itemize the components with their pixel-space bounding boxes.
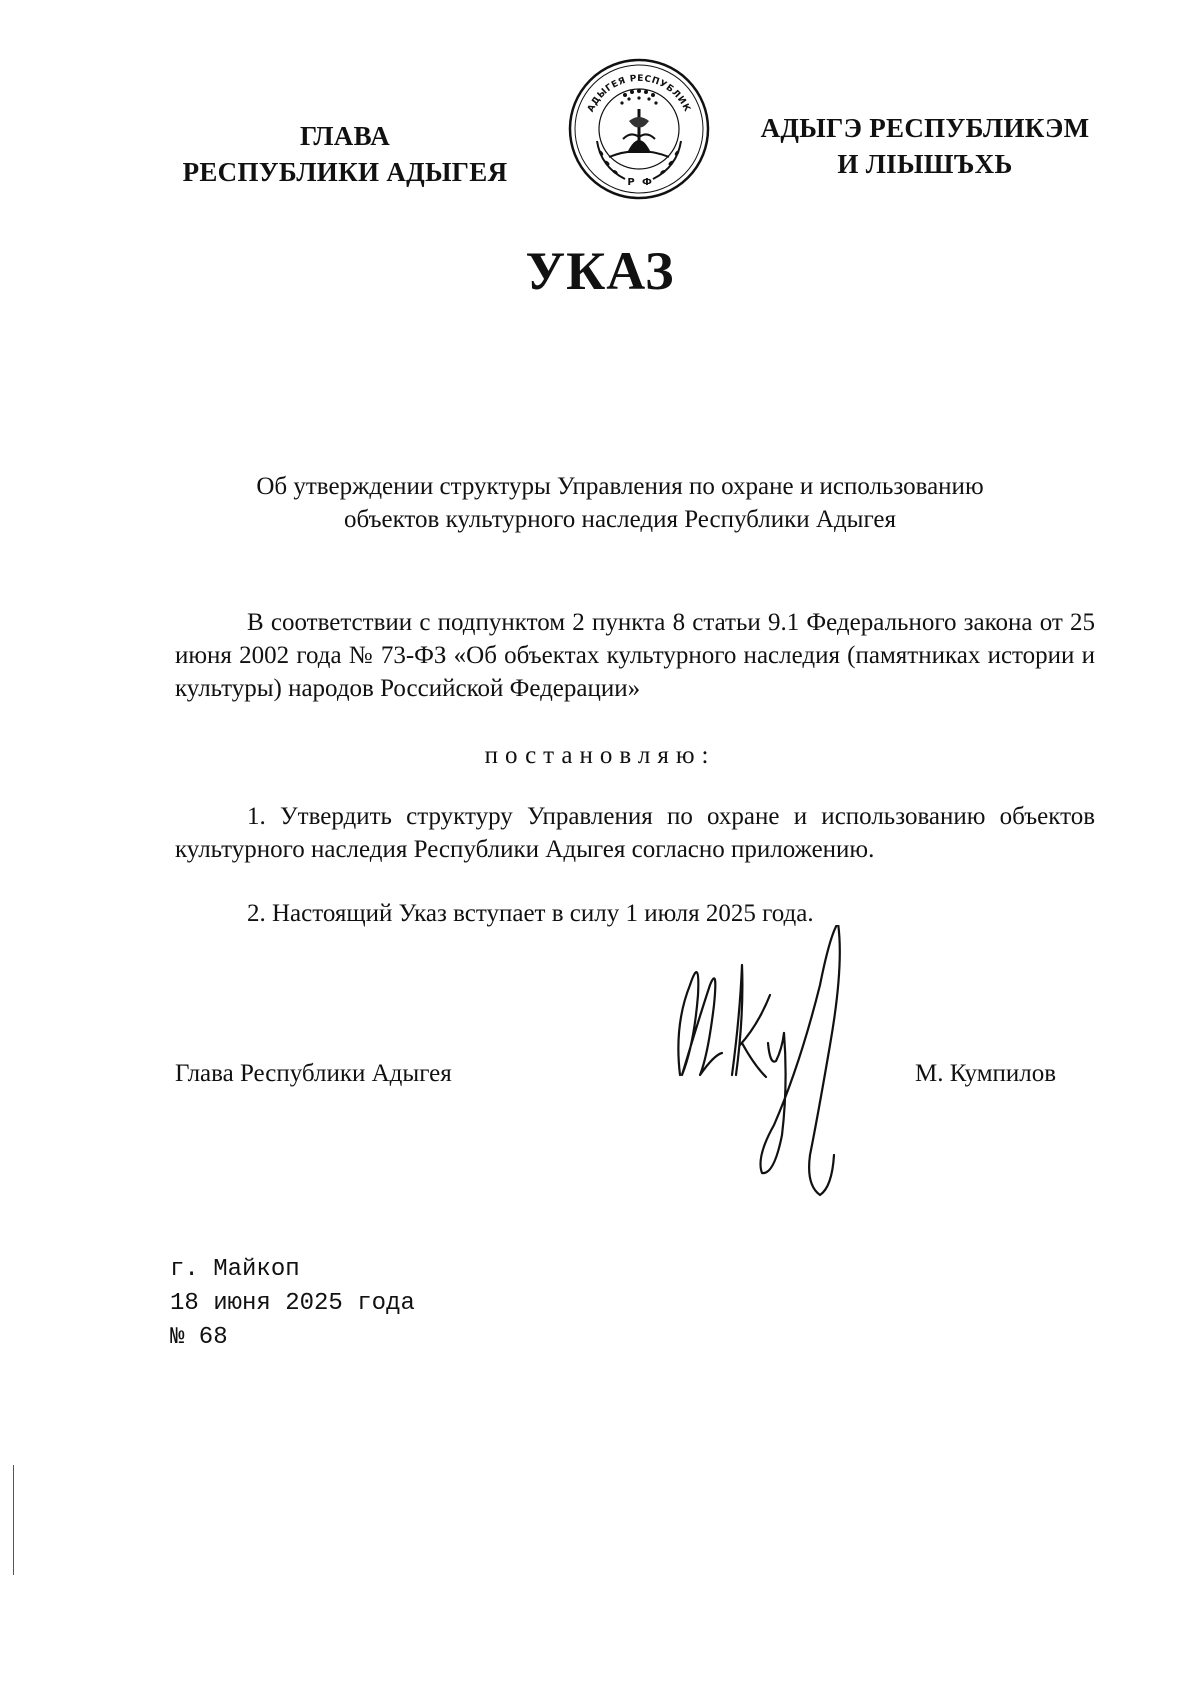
document-title: УКАЗ — [525, 241, 675, 301]
signatory-name: М. Кумпилов — [915, 1060, 1057, 1087]
seal-text: АДЫГЕЯ РЕСПУБЛИК — [586, 73, 692, 114]
seal-letter-r: Р — [627, 177, 635, 188]
header-left-line-1: ГЛАВА — [299, 121, 391, 151]
place-date-block — [170, 1253, 415, 1355]
document-subject — [200, 470, 1040, 536]
header-left — [170, 118, 520, 190]
signatory-post: Глава Республики Адыгея — [175, 1060, 452, 1087]
preamble-paragraph: В соответствии с подпунктом 2 пункта 8 статьи 9.1 Федерального закона от 25 июня 2002 года № 73-ФЗ «Об объектах культурного наследия (памятниках истории и культуры) народов Российской Федерации» — [175, 609, 1095, 702]
header-left-line-2: РЕСПУБЛИКИ АДЫГЕЯ — [182, 157, 508, 187]
header-right — [745, 110, 1105, 182]
item-2-paragraph: 2. Настоящий Указ вступает в силу 1 июля 2025 года. — [247, 900, 814, 927]
item-1-paragraph: 1. Утвердить структуру Управления по охране и использованию объектов культурного наследия Республики Адыгея согласно приложению. — [175, 803, 1095, 863]
document-date: 18 июня 2025 года — [170, 1290, 415, 1317]
margin-scan-mark — [13, 1465, 14, 1575]
seal-letter-f: Ф — [642, 177, 652, 188]
header-right-line-1: АДЫГЭ РЕСПУБЛИКЭМ — [760, 113, 1090, 143]
resolve-word: постановляю: — [484, 742, 716, 769]
subject-line-1: Об утверждении структуры Управления по охране и использованию — [256, 473, 984, 500]
handwritten-signature — [670, 925, 900, 1225]
coat-of-arms-seal-icon — [567, 57, 711, 201]
svg-text:АДЫГЕЯ РЕСПУБЛИК — [586, 74, 692, 114]
subject-line-2: объектов культурного наследия Республики Адыгея — [344, 506, 896, 533]
place-city: г. Майкоп — [170, 1256, 300, 1283]
document-number: № 68 — [170, 1324, 228, 1351]
header-right-line-2: И ЛIЫШЪХЬ — [837, 149, 1013, 179]
